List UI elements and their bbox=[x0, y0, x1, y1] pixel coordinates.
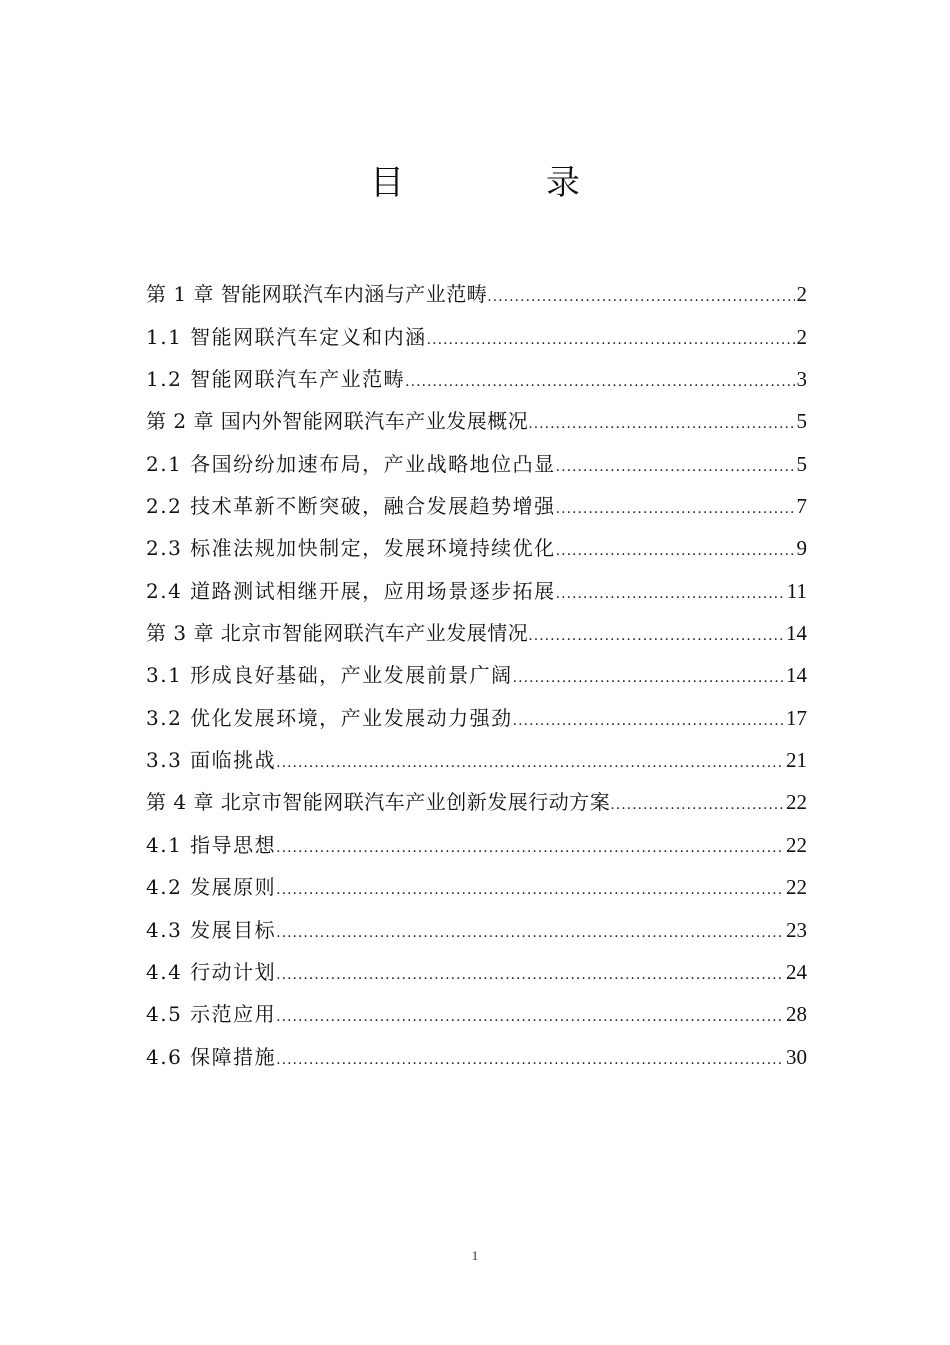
dot-leader bbox=[405, 371, 794, 393]
toc-entry-label: 1.1 智能网联汽车定义和内涵 bbox=[146, 324, 427, 349]
dot-leader bbox=[528, 413, 794, 435]
toc-entry-label: 4.3 发展目标 bbox=[146, 917, 277, 942]
toc-entry-page: 23 bbox=[786, 917, 807, 942]
toc-entry-label: 第 3 章 北京市智能网联汽车产业发展情况 bbox=[146, 621, 529, 646]
toc-entry-4-4[interactable] bbox=[146, 944, 807, 986]
toc-entry-page: 5 bbox=[796, 409, 807, 434]
toc-entry-4-6[interactable] bbox=[146, 1028, 807, 1070]
toc-entry-page: 14 bbox=[786, 621, 807, 646]
toc-entry-page: 7 bbox=[796, 494, 807, 519]
toc-entry-page: 22 bbox=[786, 832, 807, 857]
toc-entry-ch2[interactable] bbox=[146, 393, 807, 435]
toc-entry-page: 22 bbox=[786, 790, 807, 815]
toc-entry-page: 2 bbox=[796, 282, 807, 307]
dot-leader bbox=[276, 752, 784, 774]
toc-entry-page: 17 bbox=[786, 705, 807, 730]
dot-leader bbox=[610, 794, 784, 816]
toc-entry-1-2[interactable] bbox=[146, 351, 807, 393]
toc-entry-2-4[interactable] bbox=[146, 562, 807, 604]
toc-entry-4-2[interactable] bbox=[146, 859, 807, 901]
toc-entry-page: 3 bbox=[796, 367, 807, 392]
dot-leader bbox=[276, 1006, 784, 1028]
toc-entry-label: 4.1 指导思想 bbox=[146, 832, 277, 857]
dot-leader bbox=[528, 625, 784, 647]
toc-entry-page: 24 bbox=[786, 959, 807, 984]
toc-entry-2-3[interactable] bbox=[146, 520, 807, 562]
toc-entry-page: 22 bbox=[786, 875, 807, 900]
toc-entry-ch1[interactable] bbox=[146, 266, 807, 308]
toc-entry-3-2[interactable] bbox=[146, 689, 807, 731]
toc-entry-page: 11 bbox=[786, 578, 807, 603]
footer-page-number: 1 bbox=[471, 1248, 479, 1263]
toc-entry-label: 2.4 道路测试相继开展，应用场景逐步拓展 bbox=[146, 578, 556, 603]
toc-entry-label: 4.4 行动计划 bbox=[146, 959, 277, 984]
dot-leader bbox=[276, 922, 784, 944]
dot-leader bbox=[276, 879, 784, 901]
toc-entry-3-1[interactable] bbox=[146, 647, 807, 689]
toc-entry-4-5[interactable] bbox=[146, 986, 807, 1028]
dot-leader bbox=[427, 329, 795, 351]
toc-entry-page: 30 bbox=[786, 1044, 807, 1069]
dot-leader bbox=[556, 540, 795, 562]
toc-entry-page: 21 bbox=[786, 748, 807, 773]
toc-entry-page: 5 bbox=[796, 451, 807, 476]
toc-entry-ch4[interactable] bbox=[146, 774, 807, 816]
toc-entry-label: 4.5 示范应用 bbox=[146, 1002, 277, 1027]
toc-entry-label: 3.3 面临挑战 bbox=[146, 748, 277, 773]
dot-leader bbox=[513, 710, 784, 732]
toc-entry-label: 1.2 智能网联汽车产业范畴 bbox=[146, 367, 406, 392]
toc-entry-ch3[interactable] bbox=[146, 605, 807, 647]
toc-entry-label: 第 4 章 北京市智能网联汽车产业创新发展行动方案 bbox=[146, 790, 611, 815]
toc-entry-label: 2.1 各国纷纷加速布局，产业战略地位凸显 bbox=[146, 451, 556, 476]
dot-leader bbox=[556, 456, 795, 478]
toc-entry-2-1[interactable] bbox=[146, 435, 807, 477]
toc-entry-label: 3.1 形成良好基础，产业发展前景广阔 bbox=[146, 663, 513, 688]
dot-leader bbox=[513, 667, 784, 689]
toc-entry-label: 第 2 章 国内外智能网联汽车产业发展概况 bbox=[146, 409, 529, 434]
dot-leader bbox=[276, 837, 784, 859]
toc-entry-page: 28 bbox=[786, 1002, 807, 1027]
toc-entry-label: 4.6 保障措施 bbox=[146, 1044, 277, 1069]
toc-entry-page: 9 bbox=[796, 536, 807, 561]
page-title: 目 录 bbox=[370, 163, 634, 203]
toc-entry-3-3[interactable] bbox=[146, 732, 807, 774]
dot-leader bbox=[487, 286, 794, 308]
toc-entry-label: 第 1 章 智能网联汽车内涵与产业范畴 bbox=[146, 282, 488, 307]
toc-entry-label: 2.3 标准法规加快制定，发展环境持续优化 bbox=[146, 536, 556, 561]
dot-leader bbox=[276, 964, 784, 986]
toc-entry-label: 2.2 技术革新不断突破，融合发展趋势增强 bbox=[146, 494, 556, 519]
toc-entry-page: 14 bbox=[786, 663, 807, 688]
toc-entry-page: 2 bbox=[796, 324, 807, 349]
toc-entry-4-1[interactable] bbox=[146, 816, 807, 858]
toc-entry-label: 4.2 发展原则 bbox=[146, 875, 277, 900]
table-of-contents bbox=[146, 266, 807, 1071]
toc-entry-2-2[interactable] bbox=[146, 478, 807, 520]
dot-leader bbox=[556, 583, 785, 605]
dot-leader bbox=[276, 1049, 784, 1071]
toc-entry-1-1[interactable] bbox=[146, 308, 807, 350]
dot-leader bbox=[556, 498, 795, 520]
toc-entry-4-3[interactable] bbox=[146, 901, 807, 943]
toc-entry-label: 3.2 优化发展环境，产业发展动力强劲 bbox=[146, 705, 513, 730]
